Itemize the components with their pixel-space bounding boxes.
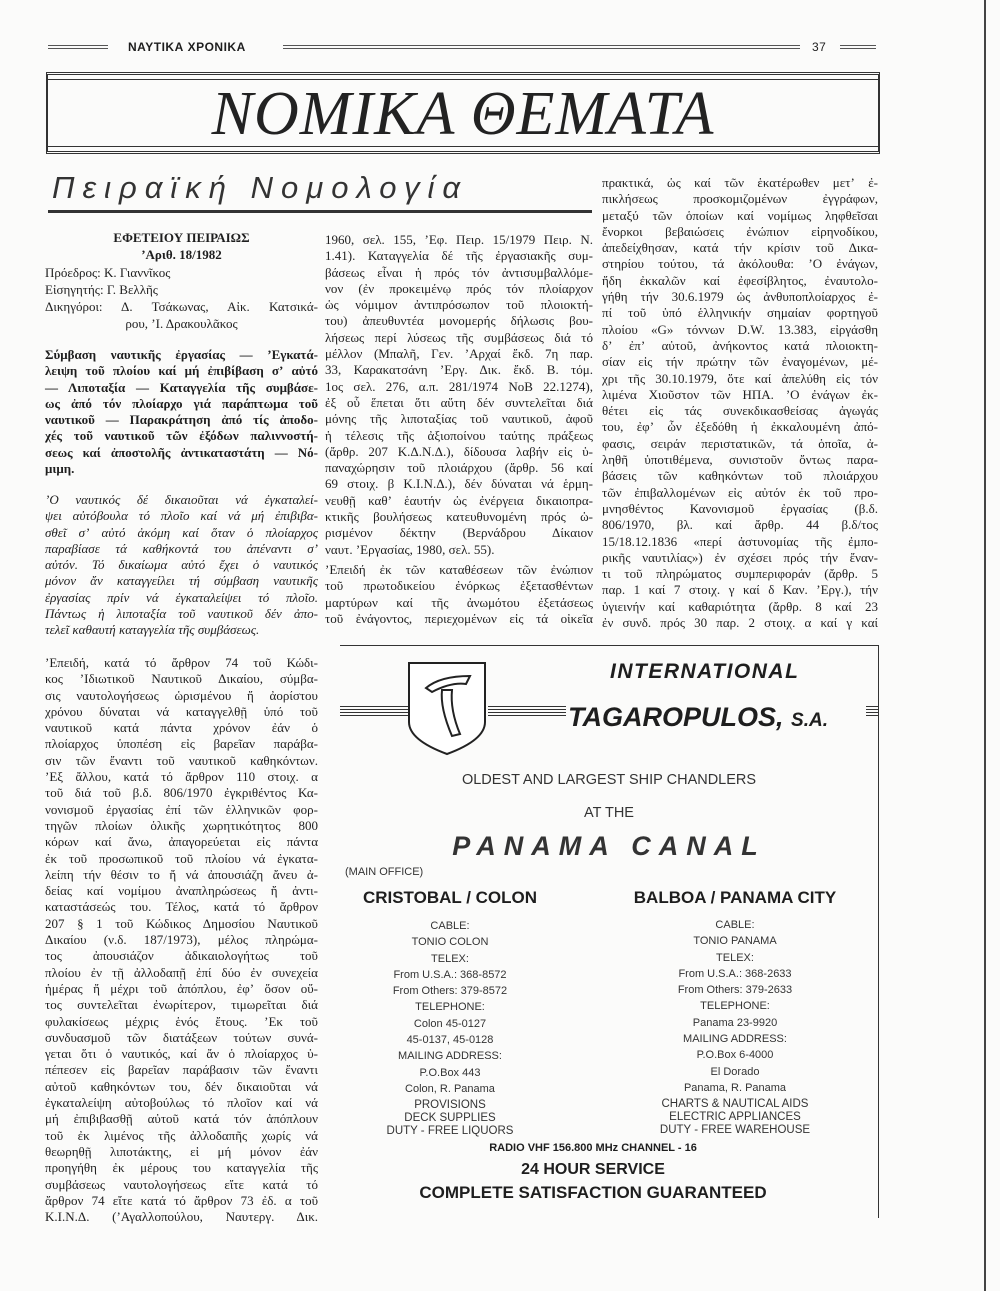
text-line: τοῦ πρωτοδικείου ἐνόρκως ἐξετασθέντων [325,578,593,594]
text-line: λείπη τήν θέσιν το ἤ νά ἀπουσιάζη ἄνευ ἀ- [45,866,318,882]
text-line: ἄρθρον 74 εἴτε κατά τό ἄρθρον 73 ἐδ. α τοῦ [45,1192,318,1208]
text-line: τηγῶν πλοίων ὁλικῆς χωρητικότητος 800 [45,817,318,833]
ad-line: MAILING ADDRESS: [398,1050,502,1063]
tagaropulos-advertisement [340,645,879,1218]
text-line: κος ʼΙδιωτικοῦ Ναυτικοῦ Δικαίου, σύμβα- [45,671,318,687]
text-line: ἐξ οὗ ἕπεται ὅτι αὕτη δέν συντελεῖται διά [325,394,593,410]
ad-line: P.O.Box 443 [419,1066,481,1079]
text-line: πλοίου «G» τόννων D.W. 13.383, εἰργάσθη [602,321,878,337]
text-line: γήθη τήν 30.6.1979 ὡς ἀνθυποπλοίαρχος ἐ- [602,289,878,305]
text-line: ρισμένον δέκτην (Βερνάδρου Δίκαιον [325,525,593,541]
text-line: γεται ὅτι ὁ ναυτικός, καί ἄν ὁ πλοίαρχος ὑ- [45,1046,318,1062]
text-line: Σύμβαση ναυτικῆς ἐργασίας — ʼΕγκατά- [45,347,318,362]
text-line: σεως καί ἀποστολῆς ἀντικαταστάτη — Νό- [45,444,318,460]
text-line: ρικῆς ναυτιλίας») ἐν σχέσει πρός τήν ἔναν- [602,549,878,565]
text-line: συνδυασμοῦ τῶν διατάξεων τούτων συνά- [45,1029,318,1045]
text-line: παναχώρησιν τοῦ πλοιάρχου (ἄρθρ. 56 καί [325,460,593,476]
text-line: παρ. 1 καί 7 στοιχ. γ καί δ Καν. ʼΕργ.), τήν [602,582,878,598]
text-line: του) ἀπευθυντέα μονομερής δήλωσις βου- [325,313,593,329]
company-name: TAGAROPULOS, [568,702,784,732]
text-line: σίαν εἰς τήν πρώτην τῶν ἐναγομένων, μέ- [602,354,878,370]
text-line: θέτει εἰς τάς συνεκδικασθείσας ἀγωγάς [602,403,878,419]
left-body-text [45,655,318,1225]
ad-main-office: (MAIN OFFICE) [345,866,424,878]
ad-line: DECK SUPPLIES [404,1112,496,1124]
header-rule-left [48,45,108,49]
ad-line: TELEX: [431,952,469,965]
lawyers: Δικηγόροι: Δ. Τσάκωνας, Αἰκ. Κατσικά- [45,299,318,315]
text-line: προηγήθη ἐκ μέρους του καταγγελία τῆς [45,1160,318,1176]
text-line: ʼΕξ ἄλλου, κατά τό ἄρθρον 110 στοιχ. α [45,769,318,785]
text-line: συμβάσεως ναυτολογήσεως εἴτε κατά τό [45,1176,318,1192]
ad-line: Panama 23-9920 [692,1016,778,1029]
text-line: τος ἀπουσιάζον ἀδικαιολογήτως τοῦ [45,948,318,964]
text-line: λειψη τοῦ πλοίου καί μή ἐπιβίβαση σʼ αὐτό [45,363,318,379]
text-line: (ἄρθρ. 207 Κ.Δ.Ν.Δ.), δίδουσα λαβήν εἰς ὑ- [325,443,593,459]
ad-line: DUTY - FREE LIQUORS [386,1125,514,1137]
text-line: 1.41). Καταγγελία δέ τῆς ἐργασιακῆς συμ- [325,248,593,264]
page-number: 37 [812,40,827,54]
logo-stripes-right [866,706,878,718]
ad-line: TELEPHONE: [415,1001,485,1014]
ad-line: Colon 45-0127 [413,1017,487,1030]
ad-line: MAILING ADDRESS: [683,1033,787,1046]
logo-stripes-middle [488,706,566,718]
section-title-box [46,72,880,154]
text-line: κτικῆς βουλήσεως κατευθυνομένη πρός ὡ- [325,509,593,525]
text-line: καταστάσεώς του. Τέλος, κατά τό ἄρθρον [45,899,318,915]
text-line: 1ος σελ. 276, α.π. 281/1974 ΝοΒ 22.1274), [325,378,593,394]
text-line: του, ἐφʼ ὧν ἐξεδόθη ἡ ἐκκαλουμένη ἀπό- [602,419,878,435]
text-line: πλοίου ἐν τῇ ἀλλοδαπῇ ἐπί δύο ἐν συνεχεία [45,964,318,980]
ad-line: From U.S.A.: 368-8572 [393,968,507,981]
text-line: τοῦ ἐκ λιμένος τῆς ἀλλοδαπῆς χωρίς νά [45,1127,318,1143]
text-line: τοῦ διά τοῦ β.δ. 806/1970 ἐγκριθέντος Κα- [45,785,318,801]
ad-line: P.O.Box 6-4000 [696,1049,774,1062]
text-line: αὐτοῦ καθηκόντων του, δέν δικαιοῦται νά [45,1078,318,1094]
text-line: βάσεως εἶναι ἡ πρός τόν ἀντισυμβαλλόμε- [325,264,593,280]
header-rule-right [840,45,876,49]
ad-tagline: OLDEST AND LARGEST SHIP CHANDLERS [461,772,757,788]
ad-line: El Dorado [710,1065,760,1078]
text-line: νονισμοῦ ἐργασίας ἐπί τῶν ἑλληνικῶν φορ- [45,801,318,817]
case-summary [45,347,318,477]
president: Πρόεδρος: Κ. Γιαννῖκος [45,264,171,280]
text-line: ληθῆ ὑποτιθέμενα, συνιστοῦν ὄντως παρα- [602,452,878,468]
ad-line: 45-0137, 45-0128 [406,1034,494,1047]
text-line: τος συντελεῖται ἐνωρίτερον, τιμωρεῖται διά [45,997,318,1013]
text-line: στηρίου τούτου, τά ἀκόλουθα: ʼΟ ἐνάγων, [602,256,878,272]
text-line: θεωρηθῇ λιποτάκτης, εἰ μή μόνον ἐάν [45,1143,318,1159]
text-line: μέλλον (Μπαλῆ, Γεν. ʼΑρχαί ἔκδ. 7η παρ. [325,346,593,362]
scan-edge-line [984,0,986,1291]
text-line: σιν τῶν ἔναντι τοῦ ναυτικοῦ καθηκόντων. [45,752,318,768]
shield-logo-icon [406,660,488,756]
ad-line: DUTY - FREE WAREHOUSE [659,1124,811,1136]
text-line: δʼ ἐπʼ αὐτοῦ, ἀνήκοντος κατά πλοιοκτη- [602,337,878,353]
text-line: ʼΕπειδή, κατά τό ἄρθρον 74 τοῦ Κώδι- [45,655,318,670]
text-line: πλοίαρχος ὑποπέση εἰς βαρεῖαν παράβα- [45,736,318,752]
text-line: φασις, σειράν περιστατικῶν, τά ὁποῖα, ἀ- [602,435,878,451]
ad-line: From Others: 379-2633 [677,984,793,997]
text-line: ψει αὐτόβουλα τό πλοῖο καί νά μή ἐπιβιβα- [45,508,318,524]
text-line: νευθῇ καθʼ ἑαυτήν ὡς ἐνέργεια δικαιοπρα- [325,492,593,508]
text-line: μαρτύρων καί τῆς ἀνωμότου ἐξετάσεως [325,594,593,610]
ad-location: PANAMA CANAL [452,831,766,861]
text-line: 15/18.12.1836 «περί ἀστυνομίας τῆς ἐμπο- [602,533,878,549]
text-line: χρόνου δύναται νά καταγγελθῇ ὑπό τοῦ [45,703,318,719]
ad-line: TELEPHONE: [700,1000,770,1013]
text-line: πέπεσεν εἰς βαρεῖαν παράβασιν τῶν ἔναντι [45,1062,318,1078]
middle-body-text-2 [325,562,593,627]
section-title: ΝΟΜΙΚΑ ΘΕΜΑΤΑ [211,80,715,148]
text-line: ἐργασίας πρίν νά ἐγκαταλείψει τό πλοῖο. [45,589,318,605]
ad-line: ELECTRIC APPLIANCES [669,1111,801,1123]
text-line: ἐν συνδ. πρός 30 παρ. 2 στοιχ. α καί γ καί [602,615,878,631]
left-office-name: CRISTOBAL / COLON [362,888,538,907]
text-line: ὑγιεινήν καί καθαριότητα (ἄρθρ. 8 καί 23 [602,598,878,614]
text-line: 69 στοιχ. β Κ.Ι.Ν.Δ.), δέν δύναται νά ἑρμη- [325,476,593,492]
ad-line: From U.S.A.: 368-2633 [678,967,792,980]
text-line: ὡς νόμιμον ἀντιπρόσωπον τοῦ πλοιοκτή- [325,297,593,313]
text-line: 207 § 1 τοῦ Κώδικος Δημοσίου Ναυτικοῦ [45,915,318,931]
text-line: μιμη. [45,461,75,477]
text-line: τοῦ ἐνάγοντος, περιεχομένων εἰς τά οἰκεῖα [325,610,593,626]
logo-stripes-left [340,706,408,718]
text-line: ναυτικοῦ κατά πάντα χρόνον ἐάν ὁ [45,720,318,736]
text-line: πρακτικά, ὡς καί τῶν ἑκατέρωθεν μετʼ ἐ- [602,175,878,190]
ad-line: TONIO COLON [411,936,489,949]
text-line: ως ἀπό τόν πλοίαρχο γιά παράπτωμα τοῦ [45,395,318,411]
text-line: τελεῖ καθαυτή καταγγελία τῆς συμβάσεως. [45,622,260,638]
right-office-name: BALBOA / PANAMA CITY [633,888,837,907]
text-line: σις ναυτολογήσεως ὡρισμένου ἤ ἀορίστου [45,687,318,703]
ad-line: CABLE: [430,920,470,932]
ad-company-name [568,702,828,733]
text-line: 1960, σελ. 155, ʼΕφ. Πειρ. 15/1979 Πειρ. Ν. [325,232,593,247]
text-line: λήσεως περί λύσεως τῆς συμβάσεως διά τό [325,329,593,345]
magazine-name: ΝΑΥΤΙΚΑ ΧΡΟΝΙΚΑ [128,40,246,54]
text-line: μόνης τῆς λιποταξίας τοῦ ναυτικοῦ, ἀφοῦ [325,411,593,427]
header-rule-middle [283,45,800,49]
text-line: ἐκ τοῦ προσωπικοῦ τοῦ πλοίου νά ἐγκατα- [45,850,318,866]
court-name: ΕΦΕΤΕΙΟΥ ΠΕΙΡΑΙΩΣ [113,230,250,245]
ad-24-hour-service: 24 HOUR SERVICE [521,1161,665,1178]
text-line: λιμένα Χιοῦστον τῶν ΗΠΑ. ʼΟ ἐνάγων ἐκ- [602,386,878,402]
ad-at-the: AT THE [584,805,634,821]
ad-line: Panama, R. Panama [683,1081,787,1094]
rapporteur: Εἰσηγητής: Γ. Βελλῆς [45,281,158,297]
case-number: ʼΑριθ. 18/1982 [141,247,222,263]
text-line: Πάντως ἡ λιποταξία τοῦ ναυτικοῦ δέν ἀπο- [45,606,318,622]
text-line: πικλήσεως προσκομιζομένων ἐγγράφων, [602,191,878,207]
ad-line: Colon, R. Panama [405,1082,495,1095]
text-line: τῶν ἐπιβαλλομένων εἰς αὐτόν ἐκ τοῦ προ- [602,484,878,500]
text-line: τι τοῦ πληρώματος συμπεριφοράν (ἄρθρ. 5 [602,566,878,582]
case-header [45,229,318,333]
text-line: βάσεις τῶν καθηκόντων τοῦ πλοιάρχου [602,468,878,484]
lawyers-continued: ρου, ʼΙ. Δρακουλᾶκος [125,316,238,332]
right-office-services [615,1098,855,1137]
text-line: ʼΟ ναυτικός δέ δικαιοῦται νά ἐγκαταλεί- [45,492,318,507]
text-line: Κ.Ι.Ν.Δ. (ʼΑγαλλοπούλου, Ναυτεργ. Δικ. [45,1209,318,1225]
right-office-details [615,917,855,1096]
text-line: ἡ τέλεσις τῆς ἀξιοποίνου ταύτης πράξεως [325,427,593,443]
text-line: νον (ἐν προκειμένῳ πρός τόν πλοίαρχον [325,280,593,296]
ad-line: CABLE: [715,919,755,931]
text-line: αὐτόν. Τό δικαίωμα αὐτό ἔχει ὁ ναυτικός [45,557,318,573]
ad-line: TELEX: [716,951,754,964]
text-line: δείας καί νομίμου ἀναπληρώσεως ἤ ἀντι- [45,883,318,899]
text-line: ἔνορκοι βεβαιώσεις ἐνώπιον εἰρηνοδίκου, [602,223,878,239]
ad-international: INTERNATIONAL [610,660,800,683]
left-office-details [340,918,560,1097]
middle-body-text-1 [325,232,593,558]
ad-guarantee: COMPLETE SATISFACTION GUARANTEED [419,1183,767,1202]
text-line: ἀπεδείχθησαν, κατά τήν κρίσιν τοῦ Δικα- [602,240,878,256]
text-line: παραβίασε τά καθήκοντά του ἀπέναντι σʼ [45,540,318,556]
text-line: ʼΕπειδή ἐκ τῶν καταθέσεων τῶν ἐνώπιον [325,562,593,577]
text-line: πί τοῦ ὑπό ἑλληνικήν σημαίαν φορτηγοῦ [602,305,878,321]
right-body-text [602,175,878,631]
subtitle: Πειραϊκή Νομολογία [52,170,469,205]
ad-radio: RADIO VHF 156.800 MHz CHANNEL - 16 [489,1142,697,1154]
text-line: — Λιποταξία — Καταγγελία τῆς συμβάσε- [45,379,318,395]
subtitle-underline [48,210,592,213]
text-line: ναυτ. ʼΕργασίας, 1980, σελ. 55). [325,541,495,557]
text-line: 33, Καρακατσάνη ʼΕργ. Δικ. ἔκδ. Β. τόμ. [325,362,593,378]
ad-line: PROVISIONS [414,1099,486,1111]
text-line: Δικαίου (ν.δ. 187/1973), μέλος πληρώμα- [45,932,318,948]
headnote [45,492,318,639]
text-line: ἡμέρας ἤ μέχρι τοῦ ἀπόπλου, ἐφʼ ὅσον οὔ- [45,980,318,996]
text-line: κόρων καί ἄνω, ἀπαγορεύεται εἰς πάντα [45,834,318,850]
ad-line: TONIO PANAMA [693,935,777,948]
text-line: ναυτικοῦ — Παρακράτηση ἀπό τίς ἀποδο- [45,412,318,428]
text-line: χές τοῦ ναυτικοῦ τῶν ἐξόδων παλιννοστή- [45,428,318,444]
text-line: ἐγκαταλείψη αὐτοβούλως τό πλοῖον καί νά [45,1095,318,1111]
text-line: μόνον ἄν καταγγείλει τή σύμβαση ναυτικῆς [45,573,318,589]
ad-line: From Others: 379-8572 [392,985,508,998]
text-line: φυλακίσεως μέχρις ἑνός ἔτους. ʼΕκ τοῦ [45,1013,318,1029]
company-suffix: S.A. [791,710,828,731]
ad-line: CHARTS & NAUTICAL AIDS [661,1098,809,1110]
text-line: σθεῖ σʼ αὐτό ἀκόμη καί ὅταν ὁ πλοίαρχος [45,524,318,540]
text-line: 806/1970, βλ. καί ἄρθρ. 44 β.δ/τος [602,517,878,533]
left-office-services [340,1099,560,1138]
text-line: χρι τῆς 30.10.1979, ὅτε καί ἀπελύθη εἰς τόν [602,370,878,386]
text-line: μνησθέντος Κανονισμοῦ ἐργασίας (β.δ. [602,500,878,516]
text-line: μεταξύ τῶν ὁποίων καί νομίμως ληφθεῖσαι [602,207,878,223]
text-line: ἤδη ἐκκαλῶν καί ἐφεσίβλητος, ἐναυτολο- [602,272,878,288]
text-line: μή ἐπιβιβασθῇ αὐτοῦ κατά τόν ἀπόπλουν [45,1111,318,1127]
